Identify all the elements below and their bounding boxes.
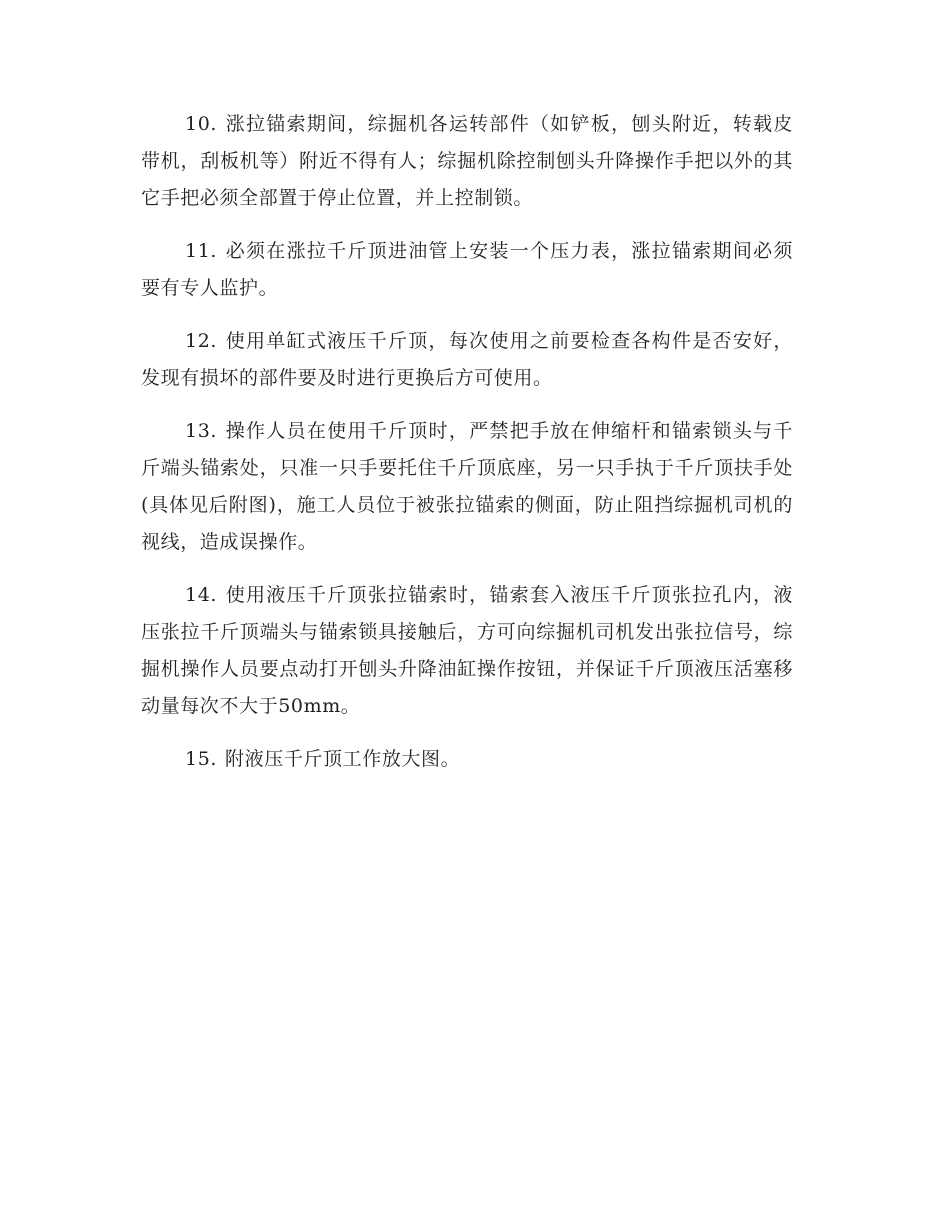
paragraph-14 (141, 577, 793, 725)
paragraph-number: 13. (185, 420, 218, 442)
paragraph-text: 附液压千斤顶工作放大图。 (225, 748, 461, 770)
paragraph-13 (141, 413, 793, 561)
document-body (141, 106, 793, 794)
paragraph-text: 必须在涨拉千斤顶进油管上安装一个压力表，涨拉锚索期间必须要有专人监护。 (141, 240, 793, 299)
paragraph-number: 12. (185, 330, 218, 352)
paragraph-number: 10. (185, 113, 218, 135)
paragraph-number: 11. (185, 240, 218, 262)
paragraph-10 (141, 106, 793, 217)
paragraph-12 (141, 323, 793, 397)
paragraph-number: 15. (185, 748, 218, 770)
paragraph-text: 使用液压千斤顶张拉锚索时，锚索套入液压千斤顶张拉孔内，液压张拉千斤顶端头与锚索锁具接触后，方可向综掘机司机发出张拉信号，综掘机操作人员要点动打开刨头升降油缸操作按钮，并保证千斤顶液压活塞移动量每次不大于50mm。 (141, 584, 793, 717)
paragraph-text: 涨拉锚索期间，综掘机各运转部件（如铲板，刨头附近，转载皮带机，刮板机等）附近不得有人；综掘机除控制刨头升降操作手把以外的其它手把必须全部置于停止位置，并上控制锁。 (141, 113, 793, 209)
paragraph-number: 14. (185, 584, 218, 606)
paragraph-15 (141, 741, 793, 778)
paragraph-text: 操作人员在使用千斤顶时，严禁把手放在伸缩杆和锚索锁头与千斤端头锚索处，只准一只手要托住千斤顶底座，另一只手执于千斤顶扶手处(具体见后附图)，施工人员位于被张拉锚索的侧面，防止阻挡综掘机司机的视线，造成误操作。 (141, 420, 793, 553)
paragraph-text: 使用单缸式液压千斤顶，每次使用之前要检查各构件是否安好，发现有损坏的部件要及时进行更换后方可使用。 (141, 330, 793, 389)
paragraph-11 (141, 233, 793, 307)
